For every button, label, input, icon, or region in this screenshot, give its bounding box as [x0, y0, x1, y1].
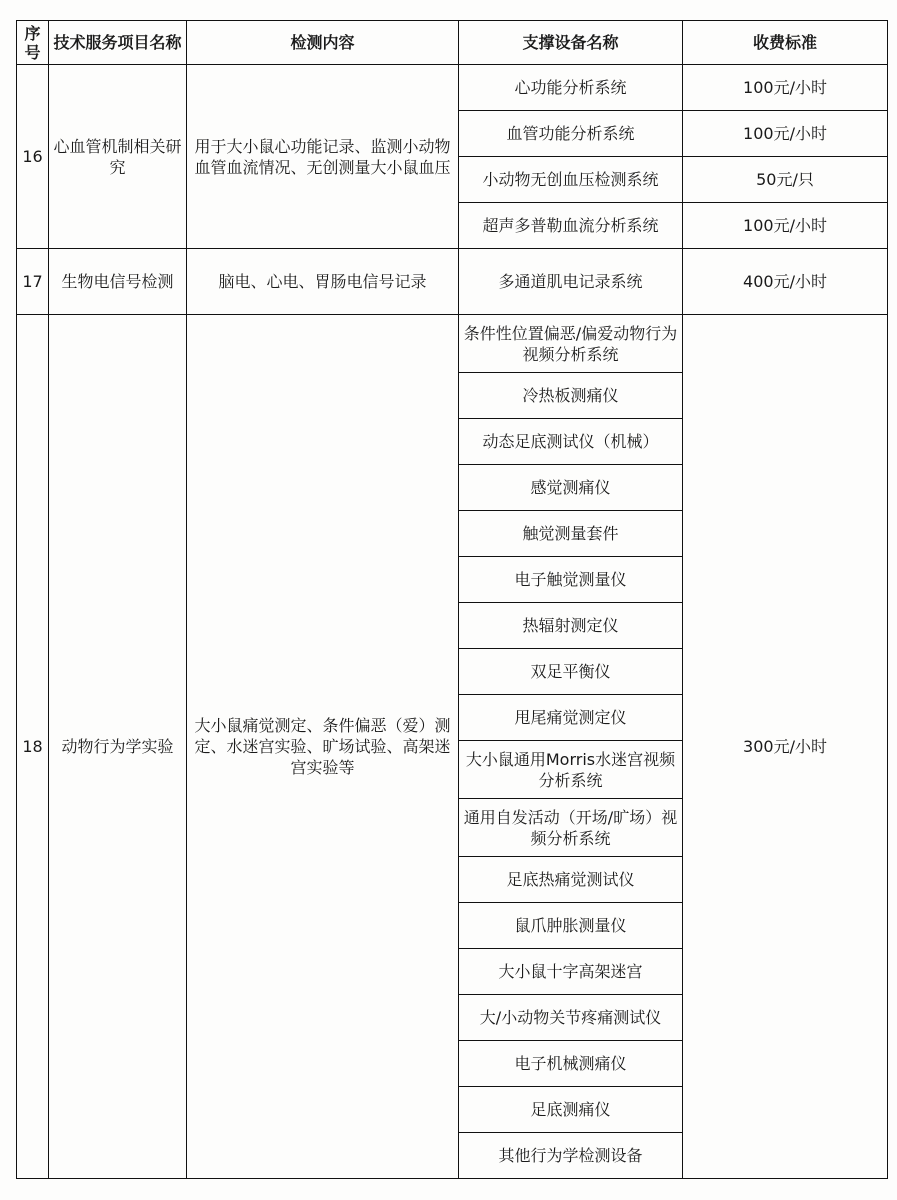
equipment-cell: 大小鼠通用Morris水迷宫视频分析系统 [459, 741, 683, 799]
fee-cell: 400元/小时 [683, 249, 888, 315]
item-name-cell: 心血管机制相关研究 [49, 65, 187, 249]
fee-cell: 300元/小时 [683, 315, 888, 1179]
content-cell: 脑电、心电、胃肠电信号记录 [187, 249, 459, 315]
header-content: 检测内容 [187, 21, 459, 65]
fee-cell: 50元/只 [683, 157, 888, 203]
equipment-cell: 条件性位置偏恶/偏爱动物行为视频分析系统 [459, 315, 683, 373]
equipment-cell: 足底热痛觉测试仪 [459, 857, 683, 903]
equipment-cell: 大小鼠十字高架迷宫 [459, 949, 683, 995]
equipment-cell: 其他行为学检测设备 [459, 1133, 683, 1179]
equipment-cell: 动态足底测试仪（机械） [459, 419, 683, 465]
content-cell: 大小鼠痛觉测定、条件偏恶（爱）测定、水迷宫实验、旷场试验、高架迷宫实验等 [187, 315, 459, 1179]
content-cell: 用于大小鼠心功能记录、监测小动物血管血流情况、无创测量大小鼠血压 [187, 65, 459, 249]
seq-cell: 16 [17, 65, 49, 249]
equipment-cell: 鼠爪肿胀测量仪 [459, 903, 683, 949]
equipment-cell: 足底测痛仪 [459, 1087, 683, 1133]
table-row [17, 315, 888, 373]
equipment-cell: 大/小动物关节疼痛测试仪 [459, 995, 683, 1041]
header-item-name: 技术服务项目名称 [49, 21, 187, 65]
equipment-cell: 多通道肌电记录系统 [459, 249, 683, 315]
equipment-cell: 冷热板测痛仪 [459, 373, 683, 419]
service-fee-table [16, 20, 888, 1179]
table-row [17, 249, 888, 315]
equipment-cell: 电子触觉测量仪 [459, 557, 683, 603]
header-equipment: 支撑设备名称 [459, 21, 683, 65]
fee-cell: 100元/小时 [683, 111, 888, 157]
equipment-cell: 感觉测痛仪 [459, 465, 683, 511]
fee-cell: 100元/小时 [683, 65, 888, 111]
equipment-cell: 甩尾痛觉测定仪 [459, 695, 683, 741]
seq-cell: 17 [17, 249, 49, 315]
fee-cell: 100元/小时 [683, 203, 888, 249]
equipment-cell: 热辐射测定仪 [459, 603, 683, 649]
equipment-cell: 超声多普勒血流分析系统 [459, 203, 683, 249]
item-name-cell: 生物电信号检测 [49, 249, 187, 315]
equipment-cell: 触觉测量套件 [459, 511, 683, 557]
header-fee: 收费标准 [683, 21, 888, 65]
table-row [17, 65, 888, 111]
equipment-cell: 心功能分析系统 [459, 65, 683, 111]
seq-cell: 18 [17, 315, 49, 1179]
item-name-cell: 动物行为学实验 [49, 315, 187, 1179]
header-seq: 序号 [17, 21, 49, 65]
equipment-cell: 通用自发活动（开场/旷场）视频分析系统 [459, 799, 683, 857]
equipment-cell: 血管功能分析系统 [459, 111, 683, 157]
equipment-cell: 双足平衡仪 [459, 649, 683, 695]
table-header-row [17, 21, 888, 65]
equipment-cell: 小动物无创血压检测系统 [459, 157, 683, 203]
equipment-cell: 电子机械测痛仪 [459, 1041, 683, 1087]
